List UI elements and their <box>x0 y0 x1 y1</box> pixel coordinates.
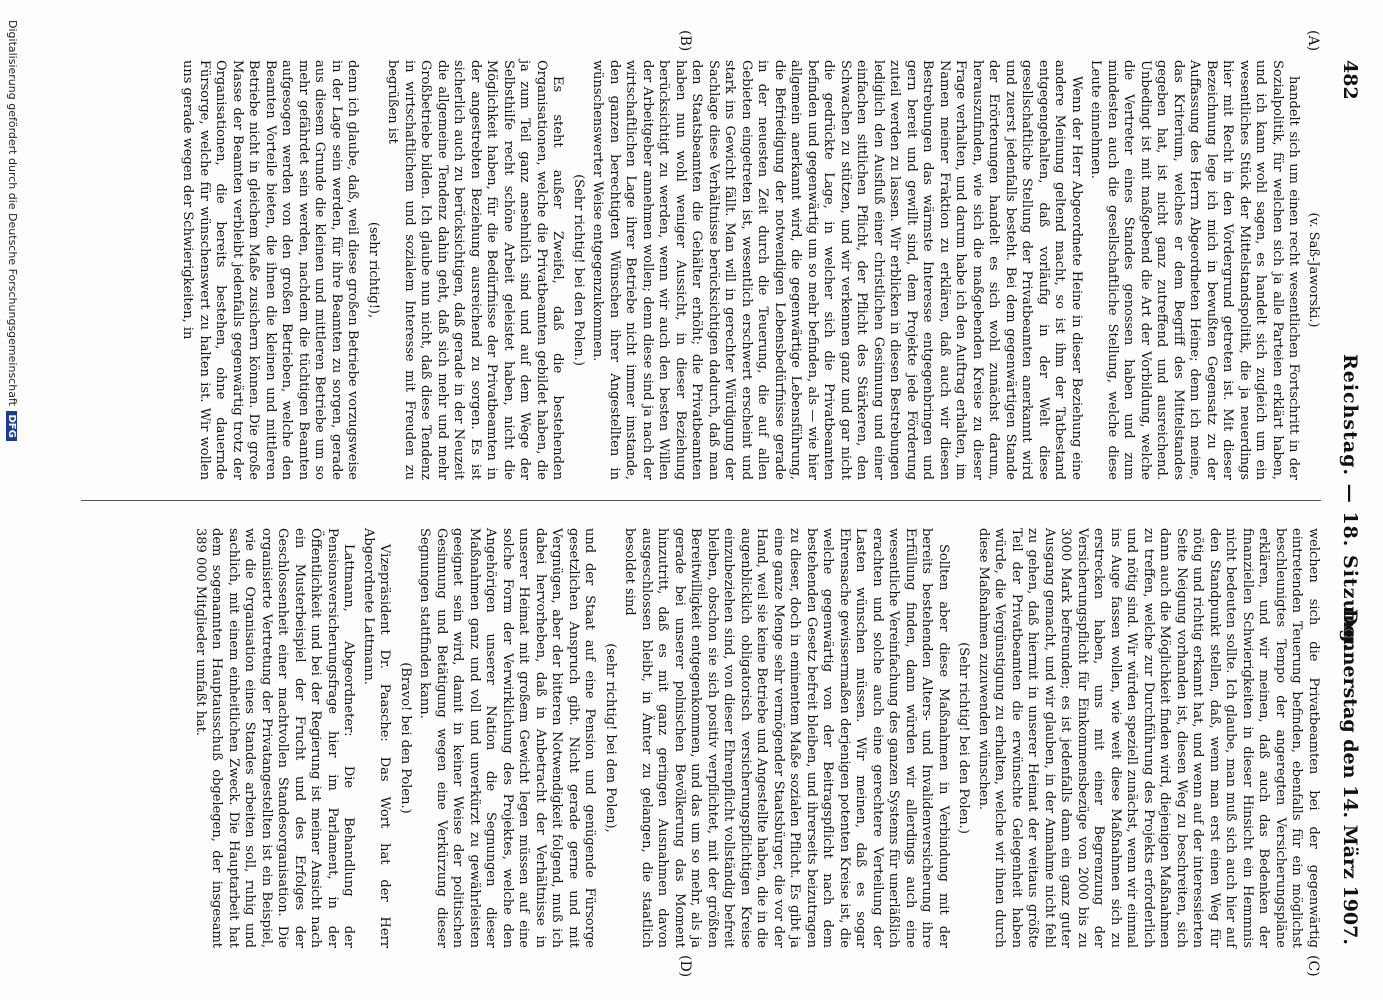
interjection: (Sehr richtig! bei den Polen.) <box>571 174 586 366</box>
digitization-credit <box>6 20 19 980</box>
right-text-column <box>81 528 1321 948</box>
paragraph: und der Staat auf eine Pension und genügende Fürsorge gesetzlichen Anspruch gibt. Nicht gerade gerne und mit Vergnügen, aber der bitteren Notwendigkeit folgend, muß ich dabei hervorheben, daß in Anbetracht der Verhältnisse in unserer Heimat mit großem Gewicht legen müssen auf eine solche Form der Verwirklichung des Projektes, welche den Angehörigen unserer Nation die Segnungen dieser Maßnahmen ganz und voll und unverkürzt zu gewährleisten geeignet sein wird, damit in keiner Weise der politischen Gesinnung und Betätigung wegen eine Verkürzung dieser Segnungen stattfinden kann. <box>417 528 598 948</box>
speech-paragraph: Lattmann, Abgeordneter: Die Behandlung der Pensionsversicherungsfrage hier im Parlament, in der Öffentlichkeit und bei der Regierung ist meiner Ansicht nach ein Musterbeispiel der Frucht und des Erfolges der Geschlossenheit einer machtvollen Standesorganisation. Die organisierte Vertretung der Privatangestellten ist ein Beispiel, wie die Organisation eines Standes arbeiten soll, ruhig und sachlich, mit einem einheitlichen Zweck. Die Hauptarbeit hat dem sogenannten Hauptausschuß obgelegen, der insgesamt 389 000 Mitglieder umfaßt hat. <box>193 528 357 948</box>
margin-marker-d: (D) <box>677 955 693 978</box>
speech-intro: Vizepräsident Dr. Paasche: Das Wort hat der Herr Abgeordnete Lattmann. <box>361 528 393 948</box>
paragraph: Sollten aber diese Maßnahmen in Verbindung mit der bereits bestehenden Alters- und Invalidenversicherung ihre Erfüllung finden, dann würden wir allerdings auch eine wesentliche Vereinfachung des ganzen Systems für unerläßlich erachten und solche auch eine gerechtere Verteilung der Lasten wünschen müssen. Wir meinen, daß es sogar Ehrensache gewissermaßen derjenigen potenten Kreise ist, die welche gegenwärtig von der Beitragspflicht nach dem bestehenden Gesetz befreit bleiben, und ihrerseits beizutragen zu dieser, doch in eminentem Maße sozialen Pflicht. Es gibt ja eine ganze Menge sehr vermögender Staatsbürger, die vor der Hand, weil sie keine Betriebe und Angestellte haben, die in die augenblicklich obligatorisch versicherungspflichtigen Kreise einzubeziehen sind, von dieser Ehrenpflicht vollständig befreit bleiben, obschon sie sich positiv verpflichtet, mit der größten Bereitwilligkeit entgegenkommen, und das um so mehr, als ja gerade bei unserer polnischen Bevölkerung das Moment hinzutritt, daß es mit ganz geringen Ausnahmen davon ausgeschlossen bleibt, in Ämter zu gelangen, die staatlich besoldet sind <box>622 528 951 948</box>
page-number: 482 <box>1339 60 1361 100</box>
dfg-logo: DFG <box>6 411 17 440</box>
interjection: (Bravo! bei den Polen.) <box>398 662 413 814</box>
page-header-title: Reichstag. — 18. Sitzung. <box>1339 353 1361 652</box>
paragraph: denn ich glaube, daß, weil diese großen Betriebe vorzugsweise in der Lage sein werden, für ihre Beamten zu sorgen, gerade aus diesem Grunde die kleinen und mittleren Betriebe um so mehr gefährdet sein werden, nachdem die tüchtigen Beamten aufgesogen werden von den großen Betrieben, welche den Beamten Vorteile bieten, die ihnen die kleinen und mittleren Betriebe nicht in gleichem Maße zusichern können. Die große Masse der Beamten verbleibt jedenfalls gegenwärtig trotz der Organisationen, die bereits bestehen, ohne dauernde Fürsorge, welche für wünschenswert zu halten ist. Wir wollen uns gerade wegen der Schwierigkeiten, in <box>180 60 361 480</box>
margin-marker-a: (A) <box>1305 30 1321 52</box>
margin-marker-c: (C) <box>1305 955 1321 977</box>
column-divider <box>81 500 1321 501</box>
interjection: (sehr richtig! bei den Polen), <box>603 643 618 833</box>
page-date: Donnerstag den 14. März 1907. <box>1339 608 1361 945</box>
paragraph: Es steht außer Zweifel, daß die bestehenden Organisationen, welche die Privatbeamten gebildet haben, die ja zum Teil ganz ansehnlich sind und auf dem Wege der Selbsthilfe recht schöne Arbeit geleistet haben, nicht die Möglichkeit haben, für die Bedürfnisse der Privatbeamten in der angestrebten Beziehung ausreichend zu sorgen. Es ist sicherlich auch zu berücksichtigen, daß gerade in der Neuzeit die allgemeine Tendenz dahin geht, daß sich mehr und mehr Großbetriebe bilden. Ich glaube nun nicht, daß diese Tendenz in wirtschaftlichem und sozialem Interesse mit Freuden zu begrüßen ist <box>385 60 566 480</box>
interjection: (Sehr richtig! bei den Polen.) <box>956 642 972 834</box>
margin-marker-b: (B) <box>677 30 693 52</box>
paragraph: welchen sich die Privatbeamten bei der gegenwärtig eintretenden Teuerung befinden, ebenfalls für ein möglichst beschleunigtes Tempo der angeregten Versicherungspläne erklären, und wir meinen, daß auch das Bedenken der finanziellen Schwierigkeiten in dieser Hinsicht ein Hemmnis nicht bedeuten sollte. Ich glaube, man muß sich auch hier auf den Standpunkt stellen, daß, wenn man erst einen Weg für nötig und richtig erkannt hat, und wenn auf der interessierten Seite Neigung vorhanden ist, diesen Weg zu beschreiten, sich dann auch die Möglichkeit finden wird, diejenigen Maßnahmen zu treffen, welche zur Durchführung des Projekts erforderlich und nötig sind. Wir würden speziell zunächst, wenn wir einmal ins Auge fassen wollen, wie weit diese Maßnahmen sich zu erstrecken haben, uns mit einer Begrenzung der Versicherungspflicht für Einkommensbezüge von 2000 bis zu 3000 Mark befreunden; es ist jedenfalls dann ein ganz guter Ausgang gemacht, und wir glauben, in der Annahme nicht fehl zu gehen, daß hiermit in unserer Heimat der weitaus größte Teil der Privatbeamten die erwünschte Gelegenheit haben würde, die Vergünstigung zu erhalten, welche wir ihnen durch diese Maßnahmen zuzuwenden wünschen. <box>976 528 1321 948</box>
paragraph: Wenn der Herr Abgeordnete Heine in dieser Beziehung eine andere Meinung geltend macht, so ist ihm der Tatbestand entgegengehalten, daß vorläufig in der Welt diese gesellschaftliche Stellung der Privatbeamten anerkannt wird und zuerst jedenfalls besteht. Bei dem gegenwärtigen Stande der Erörterungen handelt es sich wohl zunächst darum, herauszufinden, wie sich die maßgebenden Kreise zu dieser Frage verhalten, und darum habe ich den Auftrag erhalten, im Namen meiner Fraktion zu erklären, daß auch wir diesen Bestrebungen das wärmste Interesse entgegenbringen und gern bereit und gewillt sind, dem Projekte jede Förderung zuteil werden zu lassen. Wir erblicken in diesen Bestrebungen lediglich den Ausfluß einer christlichen Gesinnung und einer einfachen sittlichen Pflicht, der Pflicht des Stärkeren, den Schwachen zu stützen, und wir verkennen ganz und gar nicht die gedrückte Lage, in welcher sich die Privatbeamten befinden und gegenwärtig um so mehr befinden, als — wie hier allgemein anerkannt wird, die gegenwärtige Lebensführung, die Befriedigung der notwendigen Lebensbedürfnisse gerade in der neuesten Zeit durch die Teuerung, die auf allen Gebieten eingetreten ist, wesentlich erschwert erscheint und stark ins Gewicht fällt. Man will in gerechter Würdigung der Sachlage diese Verhältnisse berücksichtigen dadurch, daß man den Staatsbeamten die Gehälter erhöht; die Privatbeamten haben nun wohl weniger Aussicht, in dieser Beziehung berücksichtigt zu werden, wenn wir auch den besten Willen der Arbeitgeber annehmen wollen; denn diese sind ja nach der wirtschaftlichen Lage ihrer Betriebe nicht immer imstande, den ganzen berechtigten Wünschen ihrer Angestellten in wünschenswerter Weise entgegenzukommen. <box>590 60 1084 480</box>
left-text-column <box>81 60 1321 480</box>
page-header <box>1331 60 1361 945</box>
interjection: (sehr richtig!), <box>366 221 381 319</box>
paragraph: handelt sich um einen recht wesentlichen Fortschritt in der Sozialpolitik, für welchen sich ja alle Parteien erklärt haben, und ich kann wohl sagen, es handelt sich zugleich um ein wesentliches Stück der Mittelstandspolitik, die ja neuerdings hier mit Recht in den Vordergrund getreten ist. Mit dieser Bezeichnung lege ich mich in bewußten Gegensatz zu der Auffassung des Herrn Abgeordneten Heine; denn ich meine, das Kriterium, welches er dem Begriff des Mittelstandes gegeben hat, ist nicht ganz zutreffend und ausreichend. Unbedingt ist mit maßgebend die Art der Vorbildung, welche die Vertreter eines Standes genossen haben und zum mindesten auch die gesellschaftliche Stellung, welche diese Leute einnehmen. <box>1088 60 1302 480</box>
digitization-credit-text: Digitalisierung gefördert durch die Deutsche Forschungsgemeinschaft <box>6 20 19 406</box>
speaker-running-label: (v. Saß-Jaworski.) <box>1306 212 1321 328</box>
